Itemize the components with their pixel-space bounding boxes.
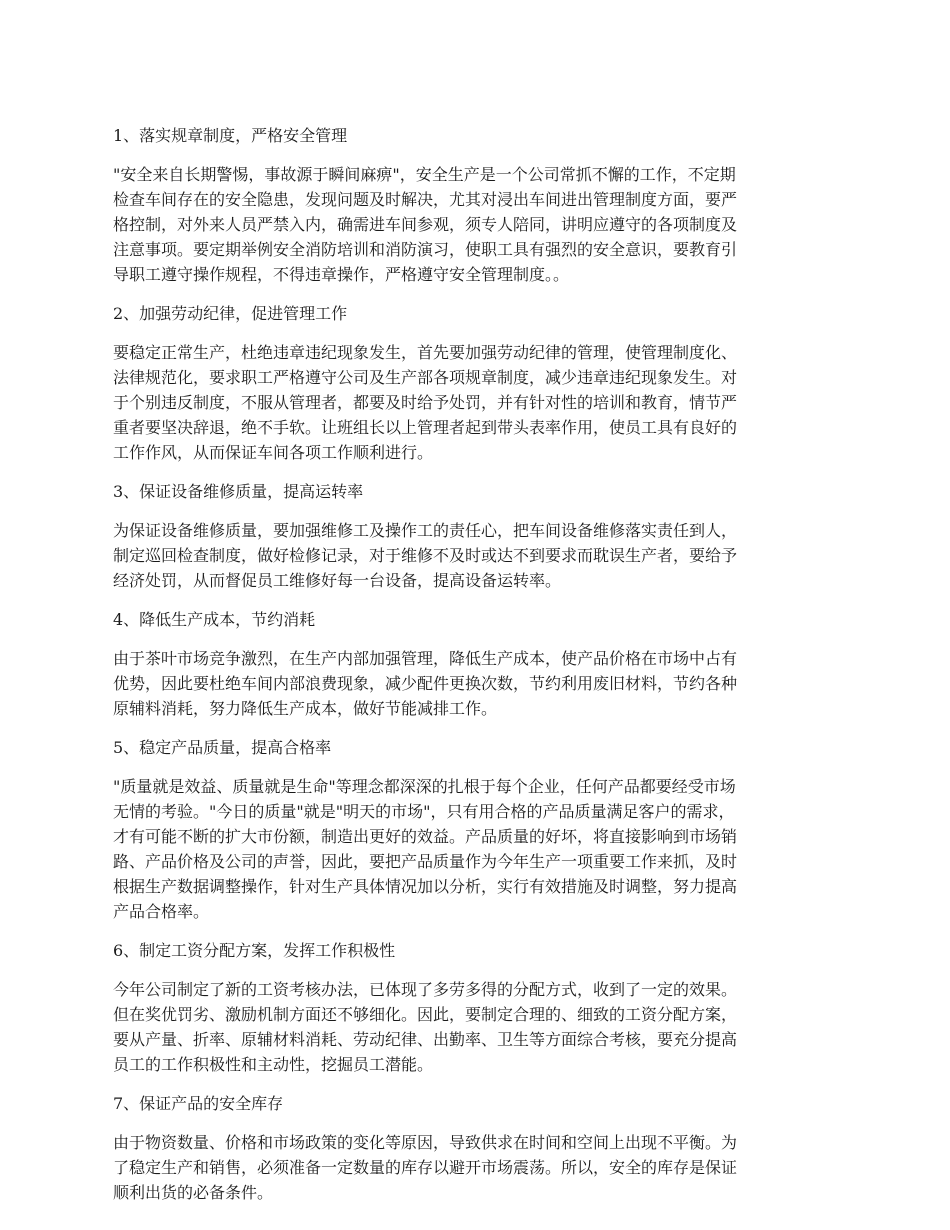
paragraph-line: 由于茶叶市场竞争激烈，在生产内部加强管理，降低生产成本，使产品价格在市场中占有 [113,649,738,668]
paragraph-line: 要从产量、折率、原辅材料消耗、劳动纪律、出勤率、卫生等方面综合考核，要充分提高 [113,1030,738,1049]
paragraph-line: 法律规范化，要求职工严格遵守公司及生产部各项规章制度，减少违章违纪现象发生。对 [113,368,738,387]
paragraph-line: 为保证设备维修质量，要加强维修工及操作工的责任心，把车间设备维修落实责任到人， [113,521,738,540]
paragraph-line: 制定巡回检查制度，做好检修记录，对于维修不及时或达不到要求而耽误生产者，要给予 [113,546,738,565]
paragraph-line: 要稳定正常生产，杜绝违章违纪现象发生，首先要加强劳动纪律的管理，使管理制度化、 [113,343,738,362]
paragraph-line: 工作作风，从而保证车间各项工作顺利进行。 [113,443,434,462]
paragraph-line: 路、产品价格及公司的声誉，因此，要把产品质量作为今年生产一项重要工作来抓，及时 [113,852,738,871]
paragraph-line: 原辅料消耗，努力降低生产成本，做好节能减排工作。 [113,699,498,718]
section-paragraph [113,340,843,465]
document-page [113,123,843,1219]
section-paragraph [113,518,843,593]
paragraph-line: 于个别违反制度，不服从管理者，都要及时给予处罚，并有针对性的培训和教育，情节严 [113,393,738,412]
paragraph-line: 今年公司制定了新的工资考核办法，已体现了多劳多得的分配方式，收到了一定的效果。 [113,980,738,999]
section-paragraph [113,977,843,1077]
paragraph-line: 经济处罚，从而督促员工维修好每一台设备，提高设备运转率。 [113,571,562,590]
section-heading: 3、保证设备维修质量，提高运转率 [113,482,364,501]
paragraph-line: 了稳定生产和销售，必须准备一定数量的库存以避开市场震荡。所以，安全的库存是保证 [113,1158,738,1177]
paragraph-line: 员工的工作积极性和主动性，挖掘员工潜能。 [113,1055,434,1074]
section-heading: 5、稳定产品质量，提高合格率 [113,738,332,757]
paragraph-line: 重者要坚决辞退，绝不手软。让班组长以上管理者起到带头表率作用，使员工具有良好的 [113,418,738,437]
paragraph-line: 注意事项。要定期举例安全消防培训和消防演习，使职工具有强烈的安全意识，要教育引 [113,240,738,259]
section-paragraph [113,162,843,287]
section-heading: 4、降低生产成本，节约消耗 [113,610,316,629]
paragraph-line: 无情的考验。"今日的质量"就是"明天的市场"，只有用合格的产品质量满足客户的需求， [113,802,735,821]
section-paragraph [113,646,843,721]
section-heading: 1、落实规章制度，严格安全管理 [113,126,348,145]
document-section [113,735,843,924]
paragraph-line: 格控制，对外来人员严禁入内，确需进车间参观，须专人陪同，讲明应遵守的各项制度及 [113,215,738,234]
document-section [113,123,843,287]
document-section [113,607,843,721]
paragraph-line: "安全来自长期警惕，事故源于瞬间麻痹"，安全生产是一个公司常抓不懈的工作，不定期 [113,165,736,184]
section-heading: 6、制定工资分配方案，发挥工作积极性 [113,941,396,960]
document-section [113,479,843,593]
paragraph-line: 才有可能不断的扩大市份额，制造出更好的效益。产品质量的好坏，将直接影响到市场销 [113,827,738,846]
document-section [113,938,843,1077]
document-section [113,301,843,465]
paragraph-line: "质量就是效益、质量就是生命"等理念都深深的扎根于每个企业，任何产品都要经受市场 [113,777,736,796]
paragraph-line: 顺利出货的必备条件。 [113,1183,274,1202]
paragraph-line: 优势，因此要杜绝车间内部浪费现象，减少配件更换次数，节约利用废旧材料，节约各种 [113,674,738,693]
section-paragraph [113,1130,843,1205]
document-section [113,1091,843,1205]
section-heading: 7、保证产品的安全库存 [113,1094,284,1113]
paragraph-line: 由于物资数量、价格和市场政策的变化等原因，导致供求在时间和空间上出现不平衡。为 [113,1133,738,1152]
paragraph-line: 产品合格率。 [113,902,210,921]
section-heading: 2、加强劳动纪律，促进管理工作 [113,304,348,323]
section-paragraph [113,774,843,924]
paragraph-line: 检查车间存在的安全隐患，发现问题及时解决，尤其对浸出车间进出管理制度方面，要严 [113,190,738,209]
paragraph-line: 导职工遵守操作规程，不得违章操作，严格遵守安全管理制度。。 [113,265,570,284]
paragraph-line: 根据生产数据调整操作，针对生产具体情况加以分析，实行有效措施及时调整，努力提高 [113,877,738,896]
paragraph-line: 但在奖优罚劣、激励机制方面还不够细化。因此，要制定合理的、细致的工资分配方案， [113,1005,738,1024]
